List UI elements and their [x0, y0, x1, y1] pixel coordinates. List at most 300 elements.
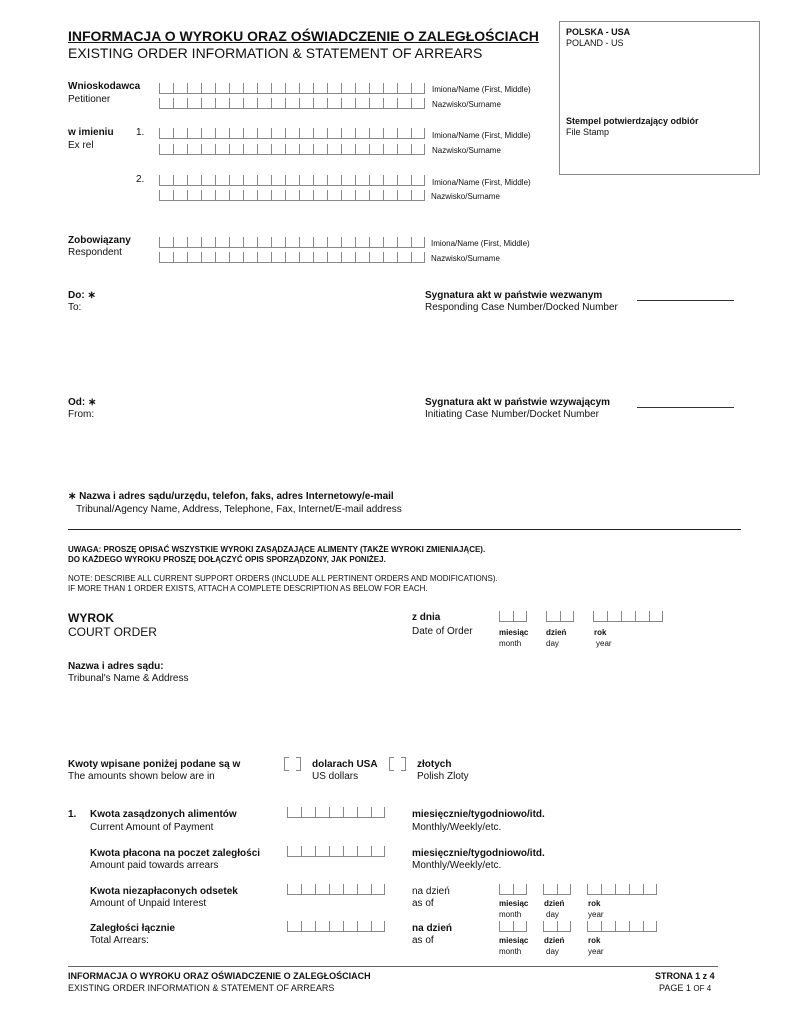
- comb-cell[interactable]: [299, 175, 313, 186]
- usd-checkbox[interactable]: [296, 757, 301, 771]
- footer-title-polish: INFORMACJA O WYROKU ORAZ OŚWIADCZENIE O ZALEGŁOŚCIACH: [68, 971, 371, 981]
- interest-day-field[interactable]: [543, 884, 571, 895]
- exrel-label-english: Ex rel: [68, 140, 94, 151]
- comb-cell[interactable]: [159, 252, 173, 263]
- petitioner-first-name-field[interactable]: [159, 83, 425, 94]
- comb-cell[interactable]: [369, 128, 383, 139]
- comb-cell[interactable]: [187, 190, 201, 201]
- comb-cell[interactable]: [369, 175, 383, 186]
- interest-day-caption-english: day: [546, 910, 559, 919]
- comb-cell[interactable]: [560, 611, 574, 622]
- comb-cell[interactable]: [513, 611, 527, 622]
- comb-cell[interactable]: [257, 237, 271, 248]
- petitioner-label-polish: Wnioskodawca: [68, 81, 141, 92]
- total-arrears-label-polish: Zaległości łącznie: [90, 923, 176, 934]
- comb-cell[interactable]: [341, 144, 355, 155]
- comb-cell[interactable]: [201, 144, 215, 155]
- comb-cell[interactable]: [271, 237, 285, 248]
- comb-cell[interactable]: [546, 611, 560, 622]
- comb-cell[interactable]: [313, 252, 327, 263]
- comb-cell[interactable]: [635, 611, 649, 622]
- comb-cell[interactable]: [201, 83, 215, 94]
- comb-cell[interactable]: [411, 190, 425, 201]
- comb-cell[interactable]: [299, 98, 313, 109]
- comb-cell[interactable]: [173, 98, 187, 109]
- comb-cell[interactable]: [257, 190, 271, 201]
- comb-cell[interactable]: [327, 128, 341, 139]
- comb-cell[interactable]: [229, 252, 243, 263]
- arrears-payment-period-polish: miesięcznie/tygodniowo/itd.: [412, 848, 545, 859]
- currency-intro-english: The amounts shown below are in: [68, 771, 215, 782]
- comb-cell[interactable]: [229, 237, 243, 248]
- notice-polish-line2: DO KAŻDEGO WYROKU PROSZĘ DOŁĄCZYĆ OPIS SPORZĄDZONY, JAK PONIŻEJ.: [68, 555, 386, 564]
- total-year-field[interactable]: [587, 921, 657, 932]
- initiating-case-number-field[interactable]: [637, 407, 734, 408]
- comb-cell[interactable]: [369, 190, 383, 201]
- comb-cell[interactable]: [557, 921, 571, 932]
- comb-cell[interactable]: [229, 144, 243, 155]
- title-polish: INFORMACJA O WYROKU ORAZ OŚWIADCZENIE O ZALEGŁOŚCIACH: [68, 28, 539, 44]
- comb-cell[interactable]: [643, 884, 657, 895]
- title-english: EXISTING ORDER INFORMATION & STATEMENT OF ARREARS: [68, 45, 483, 61]
- exrel2-first-name-field[interactable]: [159, 175, 425, 186]
- comb-cell[interactable]: [411, 83, 425, 94]
- total-month-caption-english: month: [499, 947, 522, 956]
- comb-cell[interactable]: [357, 921, 371, 932]
- unpaid-interest-label-english: Amount of Unpaid Interest: [90, 898, 207, 909]
- comb-cell[interactable]: [313, 144, 327, 155]
- from-label-english: From:: [68, 409, 95, 420]
- comb-cell[interactable]: [315, 884, 329, 895]
- comb-cell[interactable]: [341, 252, 355, 263]
- comb-cell[interactable]: [173, 144, 187, 155]
- comb-cell[interactable]: [313, 190, 327, 201]
- comb-cell[interactable]: [299, 237, 313, 248]
- comb-cell[interactable]: [369, 83, 383, 94]
- comb-cell[interactable]: [593, 611, 607, 622]
- order-day-caption-polish: dzień: [546, 628, 567, 637]
- arrears-payment-amount-field[interactable]: [287, 846, 385, 857]
- section-divider: [68, 529, 741, 530]
- exrel2-surname-field[interactable]: [159, 190, 425, 201]
- comb-cell[interactable]: [383, 190, 397, 201]
- comb-cell[interactable]: [411, 237, 425, 248]
- comb-cell[interactable]: [215, 252, 229, 263]
- comb-cell[interactable]: [343, 921, 357, 932]
- exrel2-surname-caption: Nazwisko/Surname: [431, 192, 500, 201]
- comb-cell[interactable]: [215, 83, 229, 94]
- comb-cell[interactable]: [301, 921, 315, 932]
- footer-page-polish: STRONA 1 z 4: [655, 971, 715, 981]
- unpaid-interest-label-polish: Kwota niezapłaconych odsetek: [90, 886, 238, 897]
- comb-cell[interactable]: [215, 98, 229, 109]
- comb-cell[interactable]: [355, 190, 369, 201]
- order-year-field[interactable]: [593, 611, 663, 622]
- comb-cell[interactable]: [355, 98, 369, 109]
- comb-cell[interactable]: [285, 237, 299, 248]
- interest-month-caption-polish: miesiąc: [499, 899, 529, 908]
- respondent-label-english: Respondent: [68, 247, 122, 258]
- comb-cell[interactable]: [371, 884, 385, 895]
- total-month-caption-polish: miesiąc: [499, 936, 529, 945]
- total-day-caption-polish: dzień: [544, 936, 565, 945]
- petitioner-surname-field[interactable]: [159, 98, 425, 109]
- comb-cell[interactable]: [229, 190, 243, 201]
- comb-cell[interactable]: [285, 128, 299, 139]
- comb-cell[interactable]: [215, 190, 229, 201]
- comb-cell[interactable]: [357, 846, 371, 857]
- order-day-field[interactable]: [546, 611, 574, 622]
- usd-checkbox-left[interactable]: [284, 757, 289, 771]
- comb-cell[interactable]: [355, 252, 369, 263]
- comb-cell[interactable]: [397, 190, 411, 201]
- comb-cell[interactable]: [271, 190, 285, 201]
- comb-cell[interactable]: [355, 128, 369, 139]
- pln-label-polish: złotych: [417, 759, 452, 770]
- comb-cell[interactable]: [383, 83, 397, 94]
- comb-cell[interactable]: [397, 252, 411, 263]
- comb-cell[interactable]: [187, 83, 201, 94]
- comb-cell[interactable]: [173, 128, 187, 139]
- comb-cell[interactable]: [229, 98, 243, 109]
- comb-cell[interactable]: [601, 921, 615, 932]
- responding-case-label-polish: Sygnatura akt w państwie wezwanym: [425, 290, 603, 301]
- comb-cell[interactable]: [587, 884, 601, 895]
- order-month-caption-polish: miesiąc: [499, 628, 529, 637]
- comb-cell[interactable]: [299, 83, 313, 94]
- comb-cell[interactable]: [173, 83, 187, 94]
- comb-cell[interactable]: [159, 190, 173, 201]
- comb-cell[interactable]: [301, 807, 315, 818]
- comb-cell[interactable]: [383, 144, 397, 155]
- exrel1-first-name-field[interactable]: [159, 128, 425, 139]
- comb-cell[interactable]: [271, 175, 285, 186]
- stamp-label-polish: Stempel potwierdzający odbiór: [566, 116, 699, 126]
- comb-cell[interactable]: [271, 252, 285, 263]
- exrel-number-2: 2.: [136, 174, 145, 185]
- comb-cell[interactable]: [243, 98, 257, 109]
- comb-cell[interactable]: [513, 921, 527, 932]
- comb-cell[interactable]: [369, 144, 383, 155]
- to-label-polish: Do: ∗: [68, 290, 96, 301]
- respondent-surname-field[interactable]: [159, 252, 425, 263]
- comb-cell[interactable]: [621, 611, 635, 622]
- comb-cell[interactable]: [173, 175, 187, 186]
- order-month-field[interactable]: [499, 611, 527, 622]
- comb-cell[interactable]: [215, 237, 229, 248]
- comb-cell[interactable]: [201, 190, 215, 201]
- total-month-field[interactable]: [499, 921, 527, 932]
- comb-cell[interactable]: [229, 128, 243, 139]
- comb-cell[interactable]: [543, 884, 557, 895]
- comb-cell[interactable]: [299, 190, 313, 201]
- comb-cell[interactable]: [257, 98, 271, 109]
- comb-cell[interactable]: [343, 807, 357, 818]
- comb-cell[interactable]: [355, 144, 369, 155]
- comb-cell[interactable]: [397, 237, 411, 248]
- comb-cell[interactable]: [201, 98, 215, 109]
- arrears-payment-label-english: Amount paid towards arrears: [90, 860, 219, 871]
- comb-cell[interactable]: [243, 190, 257, 201]
- comb-cell[interactable]: [513, 884, 527, 895]
- total-day-field[interactable]: [543, 921, 571, 932]
- order-year-caption-english: year: [596, 639, 612, 648]
- current-payment-label-polish: Kwota zasądzonych alimentów: [90, 809, 237, 820]
- comb-cell[interactable]: [301, 884, 315, 895]
- comb-cell[interactable]: [159, 144, 173, 155]
- comb-cell[interactable]: [313, 175, 327, 186]
- comb-cell[interactable]: [299, 144, 313, 155]
- unpaid-interest-asof-english: as of: [412, 898, 434, 909]
- comb-cell[interactable]: [243, 175, 257, 186]
- comb-cell[interactable]: [173, 252, 187, 263]
- footer-page-prefix: PAGE: [659, 983, 684, 993]
- pln-checkbox[interactable]: [401, 757, 406, 771]
- unpaid-interest-asof-polish: na dzień: [412, 886, 450, 897]
- comb-cell[interactable]: [557, 884, 571, 895]
- comb-cell[interactable]: [383, 175, 397, 186]
- initiating-case-label-polish: Sygnatura akt w państwie wzywającym: [425, 397, 611, 408]
- notice-english-line2: IF MORE THAN 1 ORDER EXISTS, ATTACH A COMPLETE DESCRIPTION AS BELOW FOR EACH.: [68, 584, 428, 593]
- comb-cell[interactable]: [215, 144, 229, 155]
- comb-cell[interactable]: [369, 98, 383, 109]
- comb-cell[interactable]: [649, 611, 663, 622]
- from-label-polish: Od: ∗: [68, 397, 97, 408]
- total-arrears-asof-polish: na dzień: [412, 923, 453, 934]
- comb-cell[interactable]: [285, 190, 299, 201]
- comb-cell[interactable]: [343, 884, 357, 895]
- comb-cell[interactable]: [629, 921, 643, 932]
- comb-cell[interactable]: [615, 884, 629, 895]
- comb-cell[interactable]: [499, 611, 513, 622]
- comb-cell[interactable]: [357, 807, 371, 818]
- comb-cell[interactable]: [243, 83, 257, 94]
- comb-cell[interactable]: [341, 237, 355, 248]
- comb-cell[interactable]: [397, 144, 411, 155]
- comb-cell[interactable]: [287, 884, 301, 895]
- comb-cell[interactable]: [383, 252, 397, 263]
- current-payment-amount-field[interactable]: [287, 807, 385, 818]
- comb-cell[interactable]: [355, 237, 369, 248]
- comb-cell[interactable]: [173, 190, 187, 201]
- comb-cell[interactable]: [341, 190, 355, 201]
- comb-cell[interactable]: [411, 98, 425, 109]
- comb-cell[interactable]: [257, 83, 271, 94]
- tribunal-name-label-polish: Nazwa i adres sądu:: [68, 661, 164, 672]
- comb-cell[interactable]: [615, 921, 629, 932]
- comb-cell[interactable]: [329, 884, 343, 895]
- comb-cell[interactable]: [159, 83, 173, 94]
- comb-cell[interactable]: [285, 175, 299, 186]
- responding-case-label-english: Responding Case Number/Docked Number: [425, 302, 618, 313]
- currency-intro-polish: Kwoty wpisane poniżej podane są w: [68, 759, 241, 770]
- comb-cell[interactable]: [159, 237, 173, 248]
- comb-cell[interactable]: [159, 98, 173, 109]
- comb-cell[interactable]: [355, 175, 369, 186]
- comb-cell[interactable]: [201, 128, 215, 139]
- comb-cell[interactable]: [187, 144, 201, 155]
- comb-cell[interactable]: [327, 83, 341, 94]
- comb-cell[interactable]: [371, 807, 385, 818]
- comb-cell[interactable]: [243, 128, 257, 139]
- comb-cell[interactable]: [371, 846, 385, 857]
- pln-checkbox-left[interactable]: [389, 757, 394, 771]
- comb-cell[interactable]: [285, 83, 299, 94]
- order-date-label-english: Date of Order: [412, 626, 473, 637]
- comb-cell[interactable]: [383, 128, 397, 139]
- stamp-label-english: File Stamp: [566, 127, 610, 137]
- comb-cell[interactable]: [329, 921, 343, 932]
- comb-cell[interactable]: [287, 921, 301, 932]
- comb-cell[interactable]: [285, 144, 299, 155]
- comb-cell[interactable]: [315, 921, 329, 932]
- interest-month-field[interactable]: [499, 884, 527, 895]
- comb-cell[interactable]: [383, 237, 397, 248]
- notice-polish-line1: UWAGA: PROSZĘ OPISAĆ WSZYSTKIE WYROKI ZASĄDZAJĄCE ALIMENTY (TAKŻE WYROKI ZMIENIAJĄCE).: [68, 545, 486, 554]
- tribunal-footnote-english: Tribunal/Agency Name, Address, Telephone, Fax, Internet/E-mail address: [76, 504, 402, 515]
- interest-year-field[interactable]: [587, 884, 657, 895]
- petitioner-first-name-caption: Imiona/Name (First, Middle): [432, 85, 531, 94]
- exrel-label-polish: w imieniu: [68, 127, 114, 138]
- comb-cell[interactable]: [355, 83, 369, 94]
- comb-cell[interactable]: [543, 921, 557, 932]
- comb-cell[interactable]: [341, 175, 355, 186]
- comb-cell[interactable]: [271, 128, 285, 139]
- comb-cell[interactable]: [315, 846, 329, 857]
- comb-cell[interactable]: [411, 144, 425, 155]
- comb-cell[interactable]: [243, 252, 257, 263]
- comb-cell[interactable]: [327, 237, 341, 248]
- comb-cell[interactable]: [341, 128, 355, 139]
- footer-page-suffix: OF 4: [693, 984, 712, 993]
- comb-cell[interactable]: [299, 252, 313, 263]
- comb-cell[interactable]: [187, 128, 201, 139]
- comb-cell[interactable]: [301, 846, 315, 857]
- interest-day-caption-polish: dzień: [544, 899, 565, 908]
- comb-cell[interactable]: [287, 846, 301, 857]
- total-year-caption-english: year: [588, 947, 604, 956]
- comb-cell[interactable]: [607, 611, 621, 622]
- comb-cell[interactable]: [327, 175, 341, 186]
- comb-cell[interactable]: [313, 128, 327, 139]
- comb-cell[interactable]: [397, 175, 411, 186]
- comb-cell[interactable]: [315, 807, 329, 818]
- comb-cell[interactable]: [313, 98, 327, 109]
- comb-cell[interactable]: [257, 144, 271, 155]
- comb-cell[interactable]: [159, 175, 173, 186]
- comb-cell[interactable]: [271, 98, 285, 109]
- interest-month-caption-english: month: [499, 910, 522, 919]
- comb-cell[interactable]: [287, 807, 301, 818]
- comb-cell[interactable]: [397, 98, 411, 109]
- comb-cell[interactable]: [629, 884, 643, 895]
- comb-cell[interactable]: [257, 175, 271, 186]
- comb-cell[interactable]: [369, 252, 383, 263]
- comb-cell[interactable]: [215, 128, 229, 139]
- comb-cell[interactable]: [257, 128, 271, 139]
- comb-cell[interactable]: [285, 98, 299, 109]
- order-year-caption-polish: rok: [594, 628, 607, 637]
- comb-cell[interactable]: [371, 921, 385, 932]
- footer-title-english: EXISTING ORDER INFORMATION & STATEMENT OF ARREARS: [68, 983, 335, 993]
- comb-cell[interactable]: [411, 175, 425, 186]
- comb-cell[interactable]: [327, 98, 341, 109]
- comb-cell[interactable]: [587, 921, 601, 932]
- comb-cell[interactable]: [285, 252, 299, 263]
- comb-cell[interactable]: [357, 884, 371, 895]
- comb-cell[interactable]: [411, 252, 425, 263]
- comb-cell[interactable]: [411, 128, 425, 139]
- comb-cell[interactable]: [215, 175, 229, 186]
- comb-cell[interactable]: [327, 144, 341, 155]
- respondent-first-name-caption: Imiona/Name (First, Middle): [431, 239, 530, 248]
- comb-cell[interactable]: [369, 237, 383, 248]
- comb-cell[interactable]: [327, 252, 341, 263]
- comb-cell[interactable]: [341, 98, 355, 109]
- comb-cell[interactable]: [257, 252, 271, 263]
- comb-cell[interactable]: [201, 237, 215, 248]
- interest-year-caption-english: year: [588, 910, 604, 919]
- current-payment-label-english: Current Amount of Payment: [90, 822, 214, 833]
- comb-cell[interactable]: [643, 921, 657, 932]
- comb-cell[interactable]: [329, 807, 343, 818]
- tribunal-footnote-polish: ∗ Nazwa i adres sądu/urzędu, telefon, faks, adres Internetowy/e-mail: [68, 491, 394, 502]
- comb-cell[interactable]: [159, 128, 173, 139]
- comb-cell[interactable]: [327, 190, 341, 201]
- comb-cell[interactable]: [187, 98, 201, 109]
- comb-cell[interactable]: [271, 83, 285, 94]
- comb-cell[interactable]: [383, 98, 397, 109]
- comb-cell[interactable]: [201, 252, 215, 263]
- total-arrears-asof-english: as of: [412, 935, 434, 946]
- initiating-case-label-english: Initiating Case Number/Docket Number: [425, 409, 599, 420]
- footer-page-english: [659, 983, 711, 993]
- footer-divider: [68, 966, 718, 967]
- comb-cell[interactable]: [271, 144, 285, 155]
- comb-cell[interactable]: [341, 83, 355, 94]
- to-label-english: To:: [68, 302, 82, 313]
- comb-cell[interactable]: [187, 252, 201, 263]
- comb-cell[interactable]: [313, 237, 327, 248]
- comb-cell[interactable]: [173, 237, 187, 248]
- comb-cell[interactable]: [243, 237, 257, 248]
- comb-cell[interactable]: [499, 884, 513, 895]
- comb-cell[interactable]: [229, 175, 243, 186]
- responding-case-number-field[interactable]: [637, 300, 734, 301]
- respondent-label-polish: Zobowiązany: [68, 235, 131, 246]
- comb-cell[interactable]: [187, 175, 201, 186]
- comb-cell[interactable]: [499, 921, 513, 932]
- comb-cell[interactable]: [313, 83, 327, 94]
- unpaid-interest-amount-field[interactable]: [287, 884, 385, 895]
- comb-cell[interactable]: [601, 884, 615, 895]
- arrears-payment-period-english: Monthly/Weekly/etc.: [412, 860, 502, 871]
- petitioner-surname-caption: Nazwisko/Surname: [432, 100, 501, 109]
- comb-cell[interactable]: [329, 846, 343, 857]
- comb-cell[interactable]: [397, 83, 411, 94]
- exrel-number-1: 1.: [136, 127, 145, 138]
- comb-cell[interactable]: [243, 144, 257, 155]
- comb-cell[interactable]: [201, 175, 215, 186]
- total-arrears-amount-field[interactable]: [287, 921, 385, 932]
- comb-cell[interactable]: [299, 128, 313, 139]
- exrel1-surname-field[interactable]: [159, 144, 425, 155]
- comb-cell[interactable]: [229, 83, 243, 94]
- comb-cell[interactable]: [187, 237, 201, 248]
- comb-cell[interactable]: [397, 128, 411, 139]
- respondent-first-name-field[interactable]: [159, 237, 425, 248]
- comb-cell[interactable]: [343, 846, 357, 857]
